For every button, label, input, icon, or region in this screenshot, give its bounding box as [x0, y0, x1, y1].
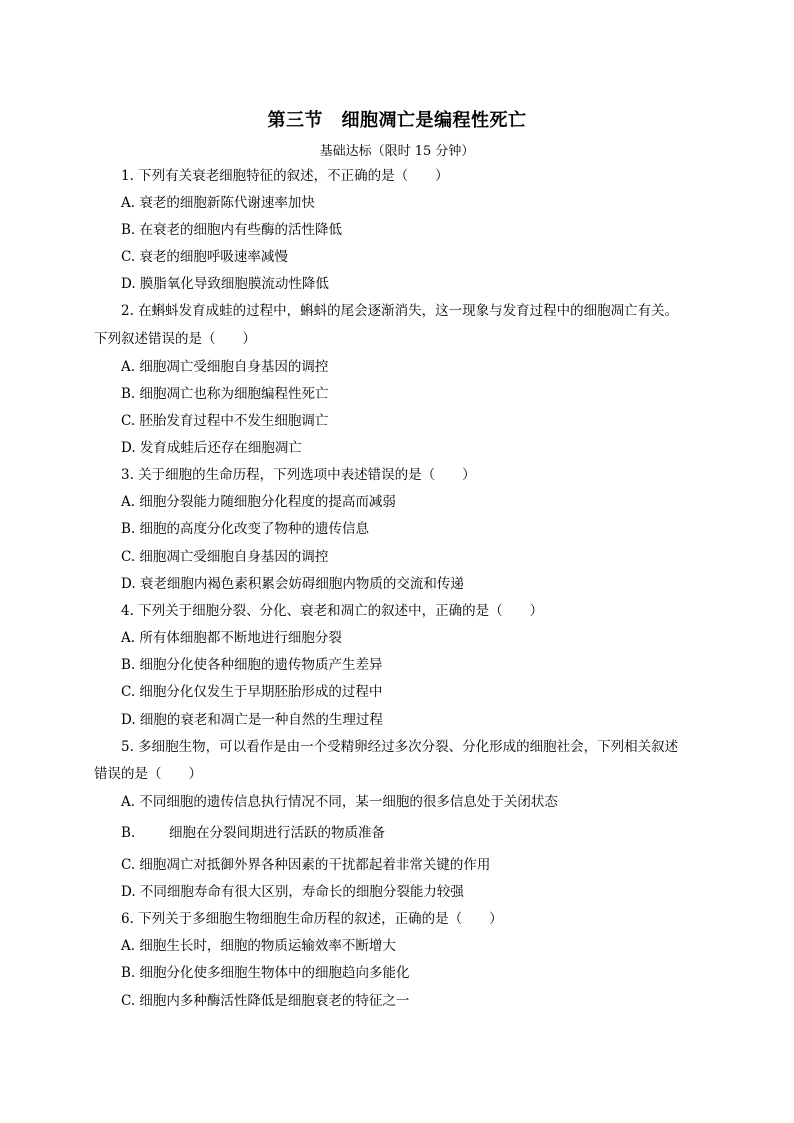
- question-2-option-d: D. 发育成蛙后还存在细胞凋亡: [121, 440, 302, 456]
- question-4-option-a: A. 所有体细胞都不断地进行细胞分裂: [121, 630, 342, 646]
- question-1-stem: 1. 下列有关衰老细胞特征的叙述，不正确的是（ ）: [121, 168, 449, 184]
- question-3-stem: 3. 关于细胞的生命历程，下列选项中表述错误的是（ ）: [121, 467, 476, 483]
- question-6-option-a: A. 细胞生长时，细胞的物质运输效率不断增大: [121, 938, 396, 954]
- question-4-option-d: D. 细胞的衰老和凋亡是一种自然的生理过程: [121, 712, 383, 728]
- question-5-option-d: D. 不同细胞寿命有很大区别，寿命长的细胞分裂能力较强: [121, 884, 464, 900]
- question-5-option-c: C. 细胞凋亡对抵御外界各种因素的干扰都起着非常关键的作用: [121, 857, 491, 873]
- question-5-stem-cont: 错误的是（ ）: [94, 766, 202, 782]
- question-2-option-b: B. 细胞凋亡也称为细胞编程性死亡: [121, 386, 329, 402]
- question-1-option-a: A. 衰老的细胞新陈代谢速率加快: [121, 195, 315, 211]
- question-5-option-b-text: 细胞在分裂间期进行活跃的物质准备: [169, 825, 385, 841]
- question-4-stem: 4. 下列关于细胞分裂、分化、衰老和凋亡的叙述中，正确的是（ ）: [121, 603, 544, 619]
- question-3-option-c: C. 细胞凋亡受细胞自身基因的调控: [121, 549, 329, 565]
- question-5-stem: 5. 多细胞生物，可以看作是由一个受精卵经过多次分裂、分化形成的细胞社会，下列相关叙述: [121, 739, 679, 755]
- question-2-option-a: A. 细胞凋亡受细胞自身基因的调控: [121, 359, 329, 375]
- question-5-option-a: A. 不同细胞的遗传信息执行情况不同，某一细胞的很多信息处于关闭状态: [121, 794, 558, 810]
- question-4-option-b: B. 细胞分化使各种细胞的遗传物质产生差异: [121, 657, 383, 673]
- question-6-stem: 6. 下列关于多细胞生物细胞生命历程的叙述，正确的是（ ）: [121, 911, 503, 927]
- question-5-option-b-letter: B.: [121, 825, 136, 841]
- question-6-option-b: B. 细胞分化使多细胞生物体中的细胞趋向多能化: [121, 965, 410, 981]
- question-4-option-c: C. 细胞分化仅发生于早期胚胎形成的过程中: [121, 684, 383, 700]
- question-2-stem: 2. 在蝌蚪发育成蛙的过程中，蝌蚪的尾会逐渐消失，这一现象与发育过程中的细胞凋亡有关。: [121, 303, 679, 319]
- question-6-option-c: C. 细胞内多种酶活性降低是细胞衰老的特征之一: [121, 993, 410, 1009]
- question-1-option-d: D. 膜脂氧化导致细胞膜流动性降低: [121, 276, 329, 292]
- question-3-option-d: D. 衰老细胞内褐色素积累会妨碍细胞内物质的交流和传递: [121, 576, 464, 592]
- question-2-stem-cont: 下列叙述错误的是（ ）: [94, 331, 256, 347]
- question-3-option-a: A. 细胞分裂能力随细胞分化程度的提高而减弱: [121, 494, 396, 510]
- question-2-option-c: C. 胚胎发育过程中不发生细胞调亡: [121, 413, 329, 429]
- page-title: 第三节 细胞凋亡是编程性死亡: [267, 110, 527, 131]
- question-1-option-c: C. 衰老的细胞呼吸速率减慢: [121, 249, 288, 265]
- question-3-option-b: B. 细胞的高度分化改变了物种的遗传信息: [121, 521, 370, 537]
- page-subtitle: 基础达标（限时 15 分钟）: [319, 144, 475, 159]
- question-1-option-b: B. 在衰老的细胞内有些酶的活性降低: [121, 222, 343, 238]
